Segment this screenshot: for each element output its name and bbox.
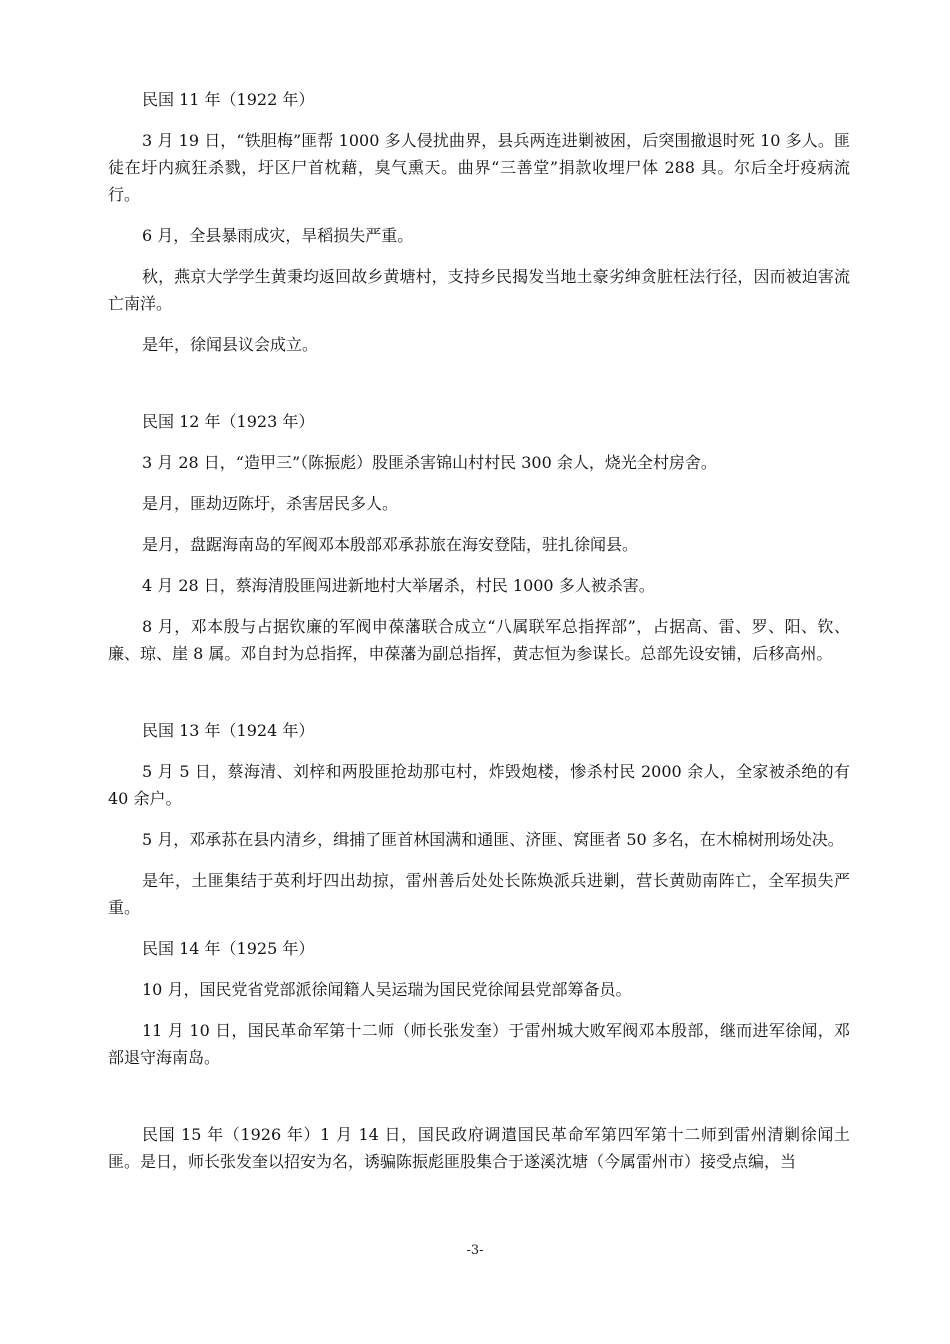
paragraph: 秋，燕京大学学生黄秉均返回故乡黄塘村，支持乡民揭发当地土豪劣绅贪脏枉法行径，因而被迫害流亡南洋。 (108, 267, 850, 313)
paragraph: 是月，匪劫迈陈圩，杀害居民多人。 (142, 494, 399, 513)
section-heading-1922: 民国 11 年（1922 年） (142, 90, 315, 109)
paragraph-1926: 民国 15 年（1926 年）1 月 14 日，国民政府调遣国民革命军第四军第十二师到雷州清剿徐闻土匪。是日，师长张发奎以招安为名，诱骗陈振彪匪股集合于遂溪沈塘（今属雷州市）接受点编，当 (108, 1125, 850, 1171)
section-heading-1924: 民国 13 年（1924 年） (142, 721, 315, 740)
paragraph: 是月，盘踞海南岛的军阀邓本殷部邓承荪旅在海安登陆，驻扎徐闻县。 (142, 535, 639, 554)
page-number: -3- (466, 1243, 484, 1258)
document-page (108, 86, 850, 1266)
section-heading-1923: 民国 12 年（1923 年） (142, 412, 315, 431)
paragraph: 3 月 19 日，“铁胆梅”匪帮 1000 多人侵扰曲界，县兵两连进剿被困，后突围撤退时死 10 多人。匪徒在圩内疯狂杀戮，圩区尸首枕藉，臭气熏天。曲界“三善堂”捐款收埋尸体 288 具。尔后全圩疫病流行。 (108, 131, 850, 204)
paragraph: 5 月 5 日，蔡海清、刘梓和两股匪抢劫那屯村，炸毁炮楼，惨杀村民 2000 余人，全家被杀绝的有 40 余户。 (108, 762, 850, 808)
paragraph: 11 月 10 日，国民革命军第十二师（师长张发奎）于雷州城大败军阀邓本殷部，继而进军徐闻，邓部退守海南岛。 (108, 1021, 850, 1067)
paragraph: 3 月 28 日，“造甲三”（陈振彪）股匪杀害锦山村村民 300 余人，烧光全村房舍。 (142, 453, 717, 472)
paragraph: 4 月 28 日，蔡海清股匪闯进新地村大举屠杀，村民 1000 多人被杀害。 (142, 576, 655, 595)
section-heading-1925: 民国 14 年（1925 年） (142, 939, 315, 958)
paragraph: 10 月，国民党省党部派徐闻籍人吴运瑞为国民党徐闻县党部筹备员。 (142, 980, 632, 999)
paragraph: 8 月，邓本殷与占据钦廉的军阀申葆藩联合成立“八属联军总指挥部”，占据高、雷、罗、阳、钦、廉、琼、崖 8 属。邓自封为总指挥，申葆藩为副总指挥，黄志恒为参谋长。总部先设安铺，后移高州。 (108, 617, 850, 663)
paragraph: 5 月，邓承荪在县内清乡，缉捕了匪首林国满和通匪、济匪、窝匪者 50 多名，在木棉树刑场处决。 (142, 830, 844, 849)
paragraph: 是年，徐闻县议会成立。 (142, 335, 319, 354)
paragraph: 是年，土匪集结于英利圩四出劫掠，雷州善后处处长陈焕派兵进剿，营长黄勋南阵亡，全军损失严重。 (108, 871, 850, 917)
paragraph: 6 月，全县暴雨成灾，旱稻损失严重。 (142, 226, 414, 245)
